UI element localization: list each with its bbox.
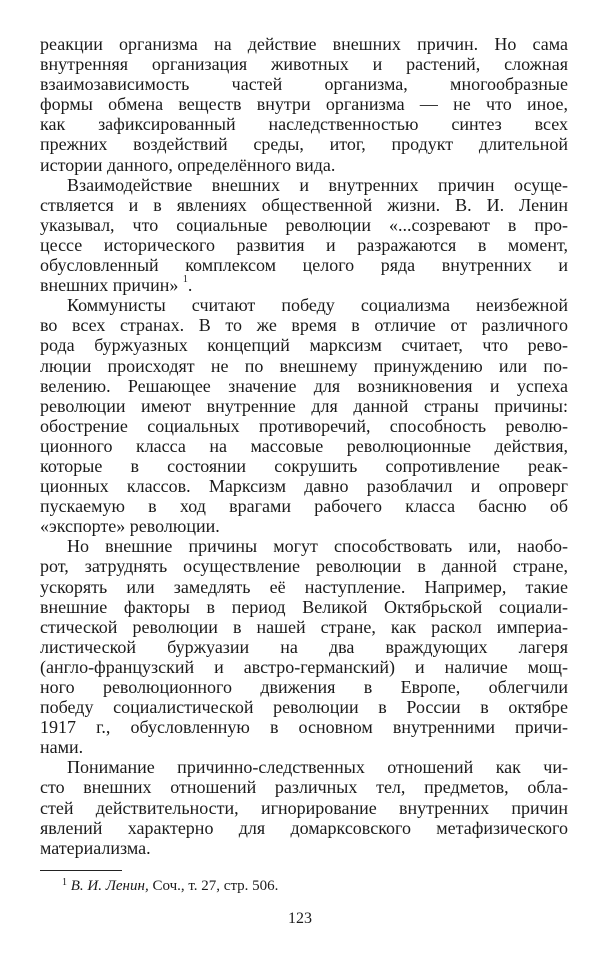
text-line [40,175,568,195]
paragraph [40,175,568,296]
text-line [40,255,568,275]
text-line [40,657,568,677]
line-text: внутренняя организация животных и растений, сложная [40,54,568,75]
line-text: во всех странах. В то же время в отличие от различного [40,315,568,336]
line-text: ционного класса на массовые революционные действия, [40,435,568,456]
line-text: обострение социальных противоречий, способность револю- [40,415,568,436]
line-text: как зафиксированный наследственностью синтез всех [40,114,568,135]
text-line [40,396,568,416]
line-text: материализма. [40,837,151,858]
text-line [40,677,568,697]
text-line [40,717,568,737]
paragraph [40,295,568,536]
text-line [40,597,568,617]
footnote-reference[interactable]: 1 [182,274,188,286]
line-text: пускаемую в ход врагами рабочего класса басню об [40,496,568,517]
line-text: люции происходят не по внешнему принуждению или по- [40,355,568,376]
text-line [40,94,568,114]
line-text: ствляется и в явлениях общественной жизни. В. И. Ленин [40,194,568,215]
text-line [40,215,568,235]
text-line [40,737,568,757]
line-text: сто внешних отношений различных тел, предметов, обла- [40,777,568,798]
text-line [40,155,568,175]
text-line [40,536,568,556]
line-text: стической революции в нашей стране, как раскол империа- [40,616,568,637]
text-line [40,697,568,717]
line-text: указывал, что социальные революции «...созревают в про- [40,214,568,235]
line-text: (англо-французский и австро-германский) и наличие мощ- [40,656,568,677]
line-text: стей действительности, игнорирование внутренних причин [40,797,568,818]
text-line [40,516,568,536]
paragraph [40,757,568,857]
text-line [40,476,568,496]
line-text: рода буржуазных концепций марксизм считает, что рево- [40,335,568,356]
text-line [40,757,568,777]
line-text: нами. [40,737,84,758]
body-text [40,34,568,858]
text-line [40,556,568,576]
line-text: которые в состоянии сокрушить сопротивление реак- [40,455,568,476]
text-line [40,577,568,597]
text-line [40,54,568,74]
line-text: Взаимодействие внешних и внутренних причин осуще- [67,174,568,195]
line-text: велению. Решающее значение для возникновения и успеха [40,375,568,396]
line-text: обусловленный комплексом целого ряда внутренних и [40,255,568,276]
footnote [62,878,278,895]
footnote-source: Соч., т. 27, стр. 506. [152,878,279,894]
line-text: реакции организма на действие внешних причин. Но сама [40,34,568,54]
text-line [40,416,568,436]
text-line [40,356,568,376]
text-line [40,315,568,335]
line-text: ускорять или замедлять её наступление. Например, такие [40,576,568,597]
text-line [40,235,568,255]
text-line [40,74,568,94]
line-text: 1917 г., обусловленную в основном внутренними причи- [40,717,568,738]
paragraph [40,34,568,175]
text-line [40,777,568,797]
text-line [40,114,568,134]
line-text: явлений характерно для домарксовского метафизического [40,817,568,838]
line-text: революции имеют внутренние для данной страны причины: [40,395,568,416]
text-line [40,637,568,657]
footnote-marker: 1 [62,877,67,888]
line-text: рот, затруднять осуществление революции в данной стране, [40,556,568,577]
text-line [40,34,568,54]
text-line [40,134,568,154]
text-line [40,838,568,858]
line-text: формы обмена веществ внутри организма — не что иное, [40,94,568,115]
line-text: «экспорте» революции. [40,516,220,537]
line-text: Коммунисты считают победу социализма неизбежной [67,295,568,316]
text-line [40,617,568,637]
line-text: истории данного, определённого вида. [40,154,336,175]
text-line [40,376,568,396]
line-text: ционных классов. Марксизм давно разоблачил и опроверг [40,476,568,497]
line-text: Понимание причинно-следственных отношений как чи- [67,757,568,778]
line-text: победу социалистической революции в России в октябре [40,697,568,718]
line-text: внешних причин» [40,275,179,296]
text-line [40,295,568,315]
footnote-divider [40,870,122,871]
text-line [40,436,568,456]
text-line [40,195,568,215]
line-text: внешние факторы в период Великой Октябрьской социали- [40,596,568,617]
text-line [40,818,568,838]
text-line [40,456,568,476]
line-text: Но внешние причины могут способствовать или, наобо- [67,536,568,557]
line-text: прежних воздействий среды, итог, продукт длительной [40,134,568,155]
text-line [40,335,568,355]
text-line [40,496,568,516]
line-text: цессе исторического развития и разражаются в момент, [40,234,568,255]
line-text: ного революционного движения в Европе, облегчили [40,677,568,697]
line-text: взаимозависимость частей организма, многообразные [40,74,568,95]
text-line [40,798,568,818]
text-line: внешних причин» $^1$. [40,274,193,296]
paragraph [40,536,568,757]
footnote-author: В. И. Ленин, [70,878,149,894]
page-number: 123 [288,910,312,927]
line-text: листической буржуазии на два враждующих лагеря [40,636,568,657]
